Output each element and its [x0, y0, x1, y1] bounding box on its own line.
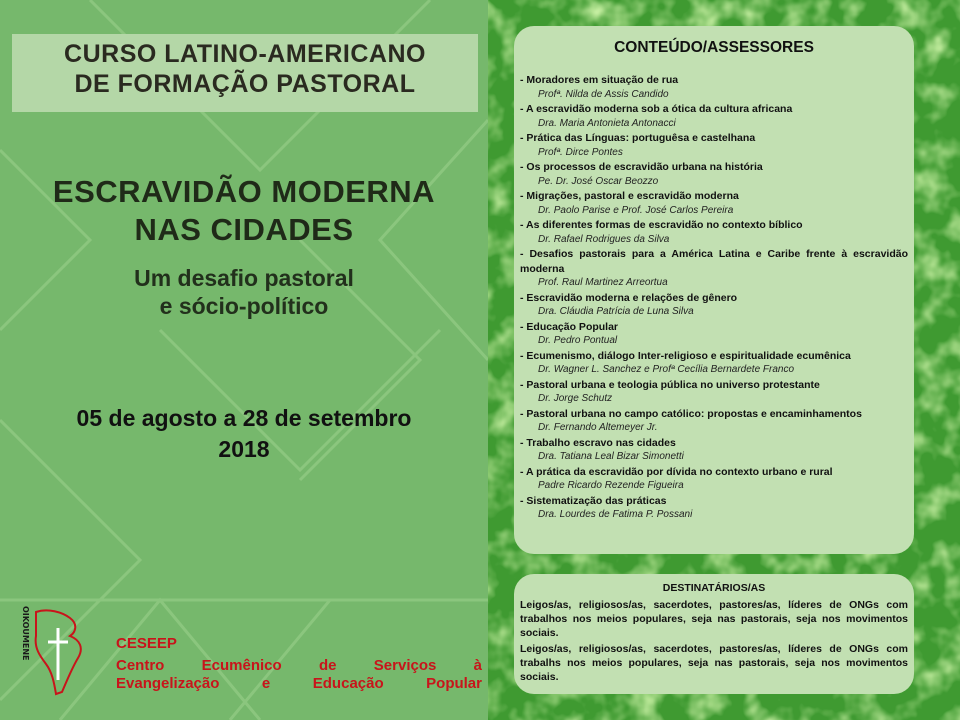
list-item: [520, 189, 908, 218]
item-person: Pe. Dr. José Oscar Beozzo: [538, 175, 659, 187]
item-topic: - Educação Popular: [520, 320, 619, 333]
org-abbreviation: CESEEP: [116, 635, 177, 652]
item-topic: - Ecumenismo, diálogo Inter-religioso e espiritualidade ecumênica: [520, 349, 851, 362]
item-person: Dra. Maria Antonieta Antonacci: [538, 117, 676, 129]
item-person: Dra. Cláudia Patrícia de Luna Silva: [538, 306, 694, 317]
list-item: [520, 320, 908, 349]
item-person: Dr. Rafael Rodrigues da Silva: [538, 233, 670, 245]
content-box: [514, 26, 914, 554]
destinatarios-title: DESTINATÁRIOS/AS: [662, 582, 766, 594]
ceseep-logo-icon: [18, 606, 118, 696]
item-topic: - Desafios pastorais para a América Latina e Caribe frente à escravidão moderna: [520, 248, 908, 275]
destinatarios-paragraph1: Leigos/as, religiosos/as, sacerdotes, pastores/as, líderes de ONGs com trabalhos nos meios populares, seja nas pastorais, seja nos movimentos sociais.: [520, 599, 908, 639]
course-name-line2: DE FORMAÇÃO PASTORAL: [74, 70, 416, 98]
item-person: Dr. Pedro Pontual: [538, 335, 618, 346]
item-topic: - Os processos de escravidão urbana na história: [520, 161, 763, 173]
list-item: [520, 247, 908, 291]
item-topic: - A escravidão moderna sob a ótica da cultura africana: [520, 103, 793, 115]
course-dates: 05 de agosto a 28 de setembro: [76, 405, 412, 431]
item-person: Padre Ricardo Rezende Figueira: [538, 480, 684, 491]
item-topic: - Prática das Línguas: portuguêsa e castelhana: [520, 132, 756, 144]
course-header: [12, 34, 478, 112]
item-person: Dr. Paolo Parise e Prof. José Carlos Pereira: [538, 204, 734, 216]
list-item: [520, 436, 908, 465]
list-item: [520, 407, 908, 436]
list-item: [520, 291, 908, 320]
org-name-line1: Centro Ecumênico de Serviços à: [116, 657, 482, 674]
item-person: Prof. Raul Martinez Arreortua: [538, 277, 668, 288]
course-name-line1: CURSO LATINO-AMERICANO: [64, 40, 426, 68]
list-item: [520, 131, 908, 160]
item-person: Profª. Dirce Pontes: [538, 146, 623, 158]
item-topic: - As diferentes formas de escravidão no contexto bíblico: [520, 219, 803, 231]
item-person: Profª. Nilda de Assis Candido: [538, 88, 669, 100]
list-item: [520, 73, 908, 102]
list-item: [520, 160, 908, 189]
destinatarios-box: [514, 574, 914, 694]
list-item: [520, 378, 908, 407]
item-topic: - Pastoral urbana no campo católico: propostas e encaminhamentos: [520, 407, 862, 420]
content-list: [520, 73, 908, 523]
item-topic: - Sistematização das práticas: [520, 494, 667, 507]
item-topic: - Migrações, pastoral e escravidão moderna: [520, 190, 739, 202]
right-panel: [488, 0, 960, 720]
main-title-line2: NAS CIDADES: [134, 212, 354, 247]
item-person: Dr. Wagner L. Sanchez e Profª Cecília Bernardete Franco: [538, 364, 795, 375]
item-topic: - Moradores em situação de rua: [520, 74, 679, 86]
item-topic: - A prática da escravidão por dívida no contexto urbano e rural: [520, 465, 833, 478]
item-topic: - Trabalho escravo nas cidades: [520, 436, 676, 449]
item-topic: - Escravidão moderna e relações de gênero: [520, 291, 738, 304]
destinatarios-paragraph2: Leigos/as, religiosos/as, sacerdotes, pastores/as, líderes de ONGs com trabalhs nos meios populares, seja nas pastorais, seja nos movimentos sociais.: [520, 643, 908, 683]
item-person: Dra. Tatiana Leal Bizar Simonetti: [538, 451, 684, 462]
list-item: [520, 349, 908, 378]
logo-text: OIKOUMENE: [21, 606, 30, 661]
subtitle-line2: e sócio-político: [159, 293, 329, 319]
item-person: Dr. Fernando Altemeyer Jr.: [538, 422, 658, 433]
content-title: CONTEÚDO/ASSESSORES: [614, 39, 814, 56]
main-title-line1: ESCRAVIDÃO MODERNA: [52, 174, 436, 209]
item-person: Dr. Jorge Schutz: [538, 393, 613, 404]
course-year: 2018: [218, 436, 270, 462]
item-topic: - Pastoral urbana e teologia pública no universo protestante: [520, 378, 820, 391]
item-person: Dra. Lourdes de Fatima P. Possani: [538, 509, 693, 520]
list-item: [520, 218, 908, 247]
org-name-line2: Evangelização e Educação Popular: [116, 675, 482, 692]
subtitle-line1: Um desafio pastoral: [134, 265, 354, 291]
list-item: [520, 494, 908, 523]
list-item: [520, 102, 908, 131]
list-item: [520, 465, 908, 494]
